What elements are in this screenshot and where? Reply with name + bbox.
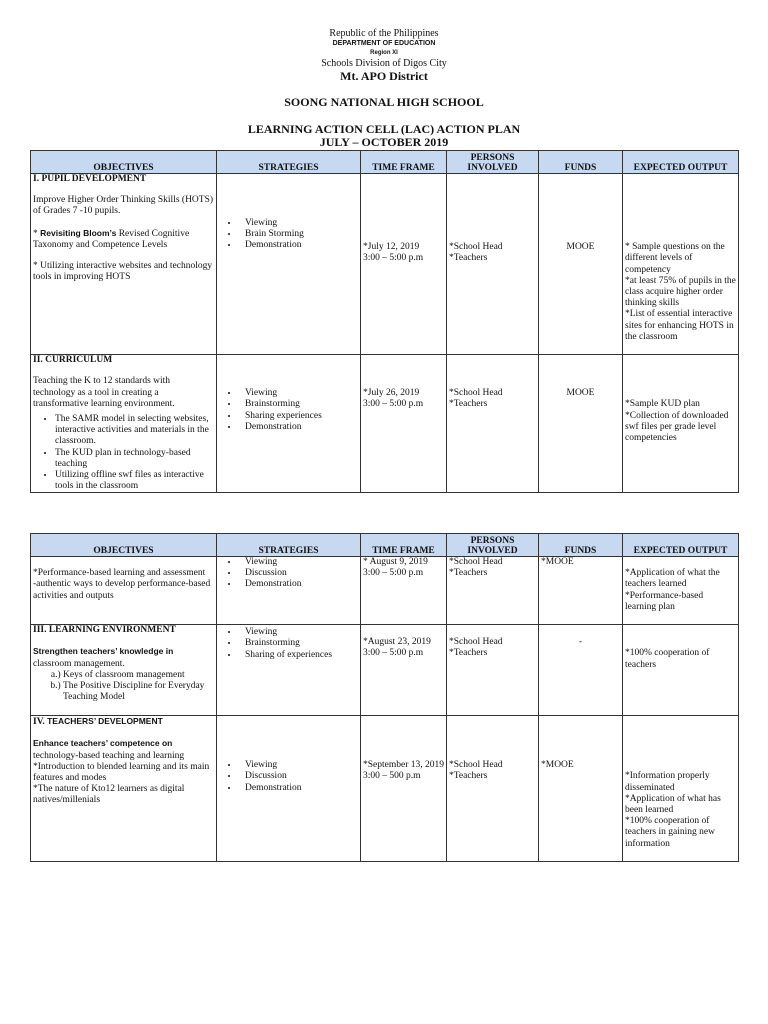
strategy-item: • Brainstorming <box>239 638 358 649</box>
strategy-item: • Demonstration <box>239 579 358 590</box>
table-header-row <box>31 534 739 557</box>
strategies-cell <box>217 716 361 862</box>
strategy-item: • Viewing <box>239 627 358 638</box>
action-plan-table-1 <box>30 150 739 493</box>
person-item: *School Head <box>449 637 503 648</box>
expected-output-text: * Sample questions on the different levels of competency *at least 75% of pupils in the class acquire higher order thinking skills *List of essential interactive sites for enhancing HOTS in the classroom <box>625 242 736 342</box>
strategy-item: • Brain Storming <box>239 229 358 240</box>
time-date: *July 12, 2019 <box>363 242 420 252</box>
table-header-row <box>31 151 739 174</box>
person-item: *Teachers <box>449 771 488 782</box>
section-title: II. CURRICULUM <box>33 355 113 366</box>
funds-value: *MOOE <box>541 557 574 567</box>
section-title: I. PUPIL DEVELOPMENT <box>33 174 147 184</box>
funds-value: - <box>578 637 583 648</box>
strategies-cell <box>217 625 361 716</box>
objective-text: Enhance teachers’ competence on technology-based teaching and learning *Introduction to blended learning and its main features and modes *The nature of Kto12 learners as digital natives/millenials <box>33 738 210 806</box>
time-date: *August 23, 2019 <box>363 637 431 648</box>
strategy-item: • Demonstration <box>239 422 358 433</box>
person-item: *Teachers <box>449 399 488 410</box>
col-objectives: OBJECTIVES <box>31 151 217 174</box>
person-item: *Teachers <box>449 568 488 579</box>
objective-sub-item: • The SAMR model in selecting websites, interactive activities and materials in the classroom. <box>55 414 214 448</box>
objective-text: *Performance-based learning and assessment -authentic ways to develop performance-based activities and outputs <box>33 568 211 601</box>
document-header <box>0 28 768 149</box>
col-persons-involved: PERSONS INVOLVED <box>447 151 539 174</box>
district-line: Mt. APO District <box>340 69 428 83</box>
person-item: *Teachers <box>449 253 488 264</box>
time-hours: 3:00 – 5:00 p.m <box>363 253 424 264</box>
expected-output-cell <box>623 557 739 625</box>
time-date: *July 26, 2019 <box>363 388 420 399</box>
persons-cell <box>447 625 539 716</box>
objective-sub-item: b. The Positive Discipline for Everyday Teaching Model <box>63 681 214 703</box>
region-line: Region XI <box>370 50 398 56</box>
expected-output-text: *Information properly disseminated *Application of what has been learned *100% cooperation of teachers in gaining new information <box>625 771 721 849</box>
time-frame-cell <box>361 625 447 716</box>
objectives-cell <box>31 355 217 493</box>
table-row <box>31 716 739 862</box>
time-frame-cell <box>361 716 447 862</box>
school-name: SOONG NATIONAL HIGH SCHOOL <box>284 95 484 109</box>
strategy-item: • Sharing of experiences <box>239 650 358 661</box>
person-item: *School Head <box>449 760 503 771</box>
strategies-cell <box>217 557 361 625</box>
funds-cell <box>539 716 623 862</box>
objective-text: Teaching the K to 12 standards with technology as a tool in creating a transformative learning environment. <box>33 376 175 409</box>
section-title: III. LEARNING ENVIRONMENT <box>33 625 176 636</box>
objective-sub-item: • The KUD plan in technology-based teaching <box>55 448 214 470</box>
objective-item: * Revisiting Bloom’s Revised Cognitive Taxonomy and Competence Levels <box>33 227 190 250</box>
funds-cell <box>539 355 623 493</box>
col-funds: FUNDS <box>539 151 623 174</box>
expected-output-text: *Application of what the teachers learned *Performance-based learning plan <box>625 568 720 612</box>
time-frame-cell <box>361 174 447 355</box>
objectives-cell <box>31 174 217 355</box>
strategy-item: • Demonstration <box>239 783 358 794</box>
persons-cell <box>447 174 539 355</box>
table-row <box>31 625 739 716</box>
time-hours: 3:00 – 500 p.m <box>363 771 421 782</box>
plan-period: JULY – OCTOBER 2019 <box>319 135 449 149</box>
strategy-item: • Viewing <box>239 557 358 568</box>
republic-line: Republic of the Philippines <box>329 28 439 39</box>
strategies-cell <box>217 355 361 493</box>
persons-cell <box>447 355 539 493</box>
col-expected-output: EXPECTED OUTPUT <box>623 151 739 174</box>
table-row <box>31 174 739 355</box>
expected-output-cell <box>623 625 739 716</box>
objective-sub-item: a. Keys of classroom management <box>63 670 214 681</box>
expected-output-cell <box>623 716 739 862</box>
plan-title: LEARNING ACTION CELL (LAC) ACTION PLAN <box>247 122 521 136</box>
strategies-cell <box>217 174 361 355</box>
strategy-item: • Demonstration <box>239 240 358 251</box>
col-expected-output: EXPECTED OUTPUT <box>623 534 739 557</box>
strategy-item: • Sharing experiences <box>239 411 358 422</box>
strategy-item: • Discussion <box>239 568 358 579</box>
person-item: *School Head <box>449 557 503 567</box>
strategy-item: • Viewing <box>239 388 358 399</box>
funds-value: MOOE <box>566 242 595 252</box>
funds-cell <box>539 625 623 716</box>
expected-output-cell <box>623 355 739 493</box>
time-hours: 3:00 – 5:00 p.m <box>363 568 424 579</box>
funds-cell <box>539 174 623 355</box>
division-line: Schools Division of Digos City <box>321 58 447 69</box>
time-date: * August 9, 2019 <box>363 557 428 567</box>
objective-text: Improve Higher Order Thinking Skills (HOTS) of Grades 7 -10 pupils. <box>33 195 214 217</box>
col-time-frame: TIME FRAME <box>361 534 447 557</box>
table-row <box>31 557 739 625</box>
strategy-item: • Viewing <box>239 760 358 771</box>
person-item: *Teachers <box>449 648 488 659</box>
objectives-cell <box>31 625 217 716</box>
expected-output-text: *100% cooperation of teachers <box>625 648 710 670</box>
expected-output-text: *Sample KUD plan *Collection of downloaded swf files per grade level competencies <box>625 399 729 444</box>
objective-text: Strengthen teachers’ knowledge in classroom management. <box>33 646 174 669</box>
strategy-item: • Brainstorming <box>239 399 358 410</box>
funds-value: MOOE <box>566 388 595 399</box>
objective-item: * Utilizing interactive websites and technology tools in improving HOTS <box>33 261 213 283</box>
department-line: DEPARTMENT OF EDUCATION <box>332 40 436 47</box>
expected-output-cell <box>623 174 739 355</box>
action-plan-table-2 <box>30 533 739 862</box>
time-frame-cell <box>361 557 447 625</box>
person-item: *School Head <box>449 242 503 252</box>
time-hours: 3:00 – 5:00 p.m <box>363 648 424 659</box>
table-row <box>31 355 739 493</box>
strategy-item: • Viewing <box>239 218 358 229</box>
funds-cell <box>539 557 623 625</box>
persons-cell <box>447 557 539 625</box>
objectives-cell <box>31 716 217 862</box>
col-time-frame: TIME FRAME <box>361 151 447 174</box>
persons-cell <box>447 716 539 862</box>
section-title: IV. TEACHERS’ DEVELOPMENT <box>33 716 163 728</box>
objectives-cell <box>31 557 217 625</box>
time-frame-cell <box>361 355 447 493</box>
strategy-item: • Discussion <box>239 771 358 782</box>
objective-sub-item: • Utilizing offline swf files as interactive tools in the classroom <box>55 470 214 492</box>
funds-value: *MOOE <box>541 760 574 771</box>
person-item: *School Head <box>449 388 503 399</box>
col-funds: FUNDS <box>539 534 623 557</box>
time-hours: 3:00 – 5:00 p.m <box>363 399 424 410</box>
col-objectives: OBJECTIVES <box>31 534 217 557</box>
col-strategies: STRATEGIES <box>217 534 361 557</box>
time-date: *September 13, 2019 <box>363 760 445 771</box>
col-strategies: STRATEGIES <box>217 151 361 174</box>
col-persons-involved: PERSONS INVOLVED <box>447 534 539 557</box>
